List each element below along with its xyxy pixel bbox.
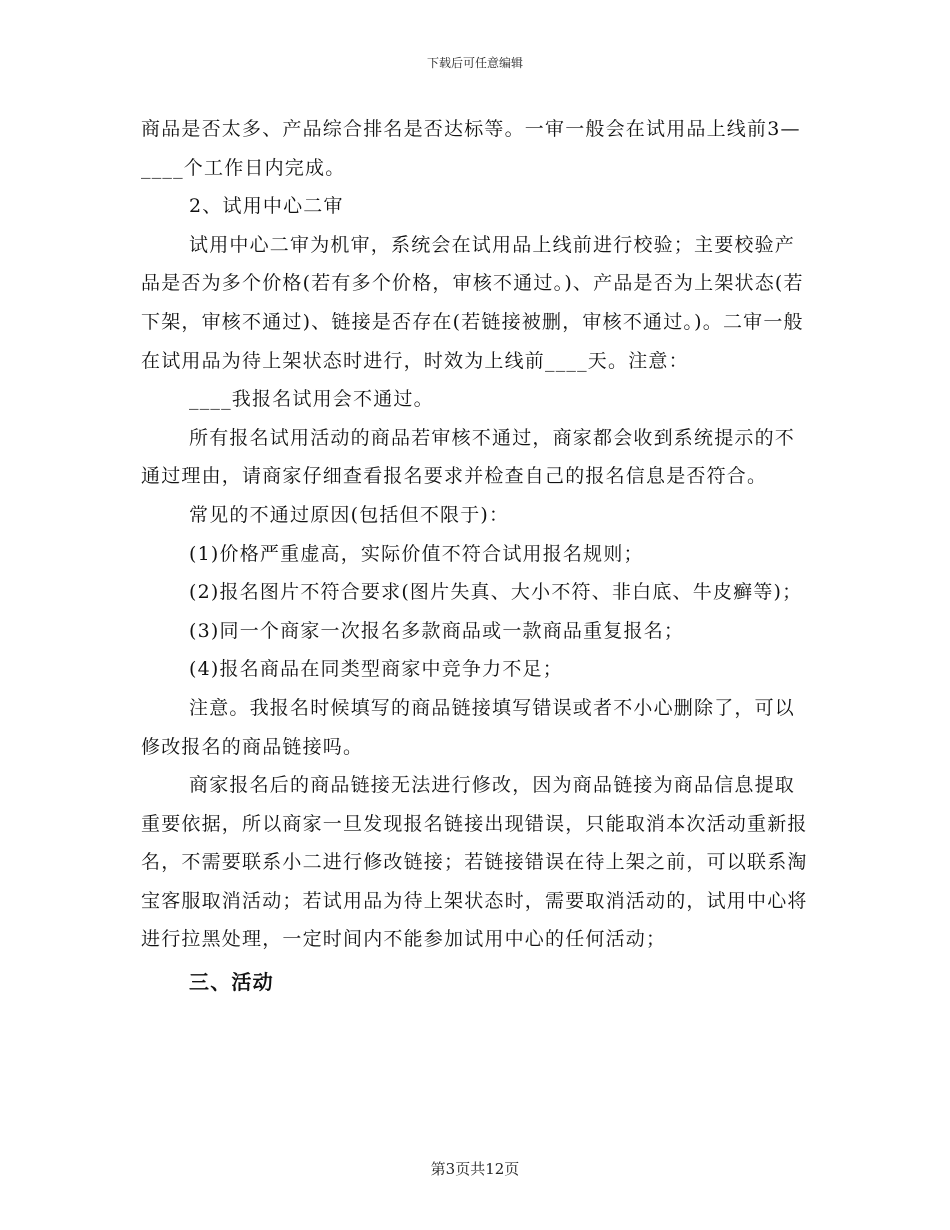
paragraph: ____我报名试用会不通过。 <box>189 388 434 411</box>
document-body <box>141 110 811 1002</box>
page-footer: 第3页共12页 <box>430 1160 520 1178</box>
subsection-title: 2、试用中心二审 <box>189 195 344 218</box>
paragraph: 常见的不通过原因(包括但不限于)： <box>189 503 510 526</box>
paragraph: 商品是否太多、产品综合排名是否达标等。一审一般会在试用品上线前3—____个工作日内完成。 <box>141 118 801 179</box>
paragraph: 所有报名试用活动的商品若审核不通过，商家都会收到系统提示的不通过理由，请商家仔细查看报名要求并检查自己的报名信息是否符合。 <box>141 426 796 488</box>
list-item: (2)报名图片不符合要求(图片失真、大小不符、非白底、牛皮癣等)； <box>189 581 803 604</box>
list-item: (1)价格严重虚高，实际价值不符合试用报名规则； <box>189 542 644 565</box>
paragraph: 商家报名后的商品链接无法进行修改，因为商品链接为商品信息提取重要依据，所以商家一旦发现报名链接出现错误，只能取消本次活动重新报名，不需要联系小二进行修改链接；若链接错误在待上架之前，可以联系淘宝客服取消活动；若试用品为待上架状态时，需要取消活动的，试用中心将进行拉黑处理，一定时间内不能参加试用中心的任何活动； <box>141 774 808 951</box>
section-heading: 三、活动 <box>189 970 274 995</box>
paragraph: 试用中心二审为机审，系统会在试用品上线前进行校验；主要校验产品是否为多个价格(若有多个价格，审核不通过。)、产品是否为上架状态(若下架，审核不通过)、链接是否存在(若链接被删，审核不通过。)。二审一般在试用品为待上架状态时进行，时效为上线前____天。注意： <box>141 233 804 372</box>
page-header: 下载后可任意编辑 <box>426 56 523 70</box>
list-item: (3)同一个商家一次报名多款商品或一款商品重复报名； <box>189 619 685 642</box>
paragraph: 注意。我报名时候填写的商品链接填写错误或者不小心删除了，可以修改报名的商品链接吗。 <box>141 696 796 758</box>
list-item: (4)报名商品在同类型商家中竞争力不足； <box>189 658 563 681</box>
